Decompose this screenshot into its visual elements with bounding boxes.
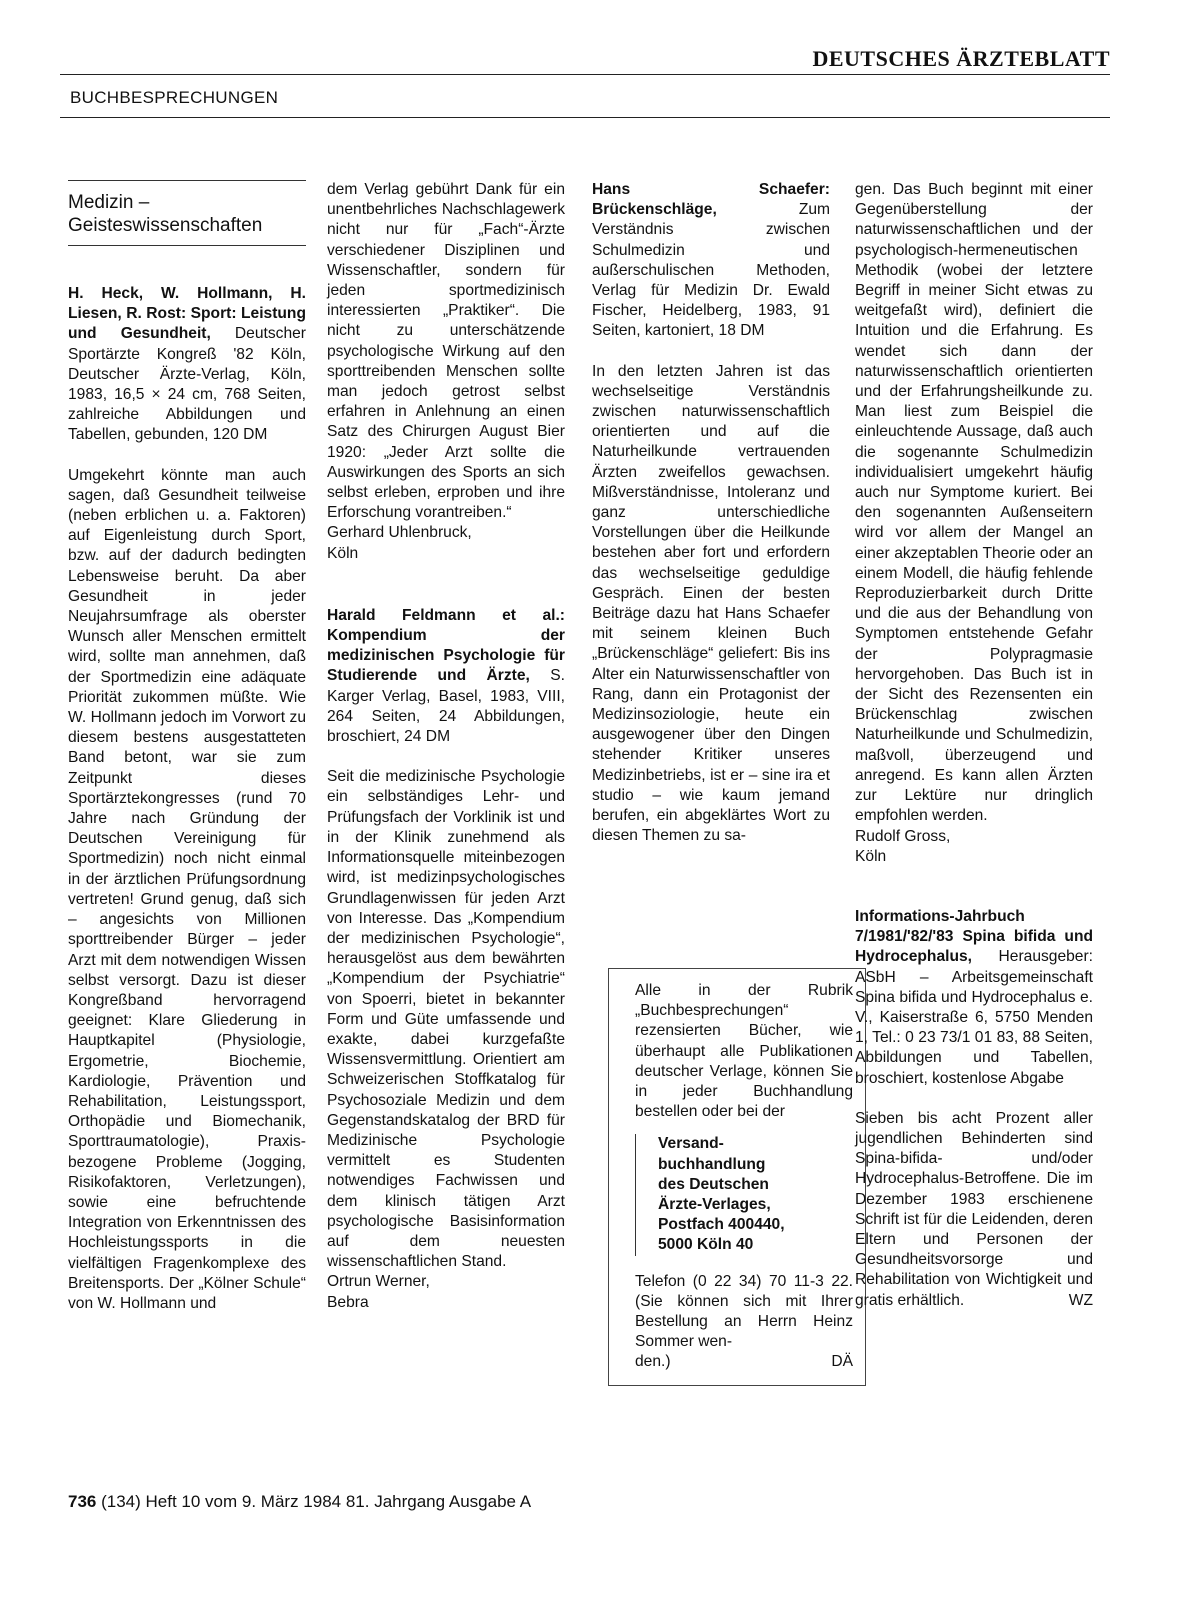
- category-box: [68, 180, 306, 246]
- column-3: [592, 180, 830, 847]
- notice-signature: DÄ: [831, 1353, 853, 1371]
- category-line-2: Geisteswissenschaften: [68, 215, 263, 236]
- column-2: [327, 180, 565, 1313]
- address-line-3: des Deutschen: [658, 1175, 769, 1193]
- review-4-details: Herausgeber: ASbH – Arbeitsgemeinschaft Spina bifida und Hydrocephalus e. V., Kaiserstraße 6, 5750 Menden 1, Tel.: 0 23 73/1 01 83, 88 Seiten, Abbildungen und Tabellen, broschiert, kostenlose Abgabe: [855, 948, 1093, 1087]
- issue-info: (134) Heft 10 vom 9. März 1984 81. Jahrgang Ausgabe A: [101, 1492, 532, 1511]
- review-3-body-part2: gen. Das Buch beginnt mit einer Gegenüberstellung der naturwissenschaftlichen und der psychologisch-hermeneutischen Methodik (wobei der letztere Begriff in meiner Sicht etwas zu weitgefaßt wird), definiert die Intuition und die Erfahrung. Es wendet sich dann der naturwissenschaftlich orientierten und der Erfahrungsheilkunde zu. Man liest zum Beispiel die einleuchtende Aussage, daß auch die sogenannte Schulmedizin individualisiert umgekehrt häufig auch nur Symptome kuriert. Bei den sogenannten Außenseitern wird vor allem der Mangel an einer akzeptablen Theorie oder an einem Modell, die häufig fehlende Reproduzierbarkeit durch Dritte und die aus der Behandlung von Symptomen entstehende Gefahr der Polypragmasie hervorgehoben. Das Buch ist in der Sicht des Rezensenten ein Brückenschlag zwischen Naturheilkunde und Schulmedizin, maßvoll, überzeugend und anregend. Es kann allen Ärzten zur Lektüre nur dringlich empfohlen werden.: [855, 181, 1093, 825]
- review-1-author: Gerhard Uhlenbruck,: [327, 524, 472, 542]
- masthead: DEUTSCHES ÄRZTEBLATT: [812, 46, 1110, 71]
- review-4-heading: [855, 907, 1093, 1089]
- review-3-details: Zum Verständnis zwischen Schulmedizin und außerschulischen Methoden, Verlag für Medizin Dr. Ewald Fischer, Heidelberg, 1983, 91 Seiten, kartoniert, 18 DM: [592, 201, 830, 340]
- header-rule: [60, 74, 1110, 75]
- section-rule: [60, 117, 1110, 118]
- notice-last-text: den.): [635, 1353, 671, 1371]
- review-3-heading: [592, 180, 830, 342]
- review-1-city: Köln: [327, 544, 359, 562]
- address-line-6: 5000 Köln 40: [658, 1236, 754, 1254]
- ordering-notice-box: [608, 968, 866, 1386]
- review-1-body-part1: Umgekehrt könnte man auch sagen, daß Gesundheit teilweise (neben erblichen u. a. Faktoren) auf Eigenleistung durch Sport, bzw. auf der dadurch bedingten Lebensweise beruht. Da aber Gesundheit in jeder Neujahrsumfrage als oberster Wunsch aller Menschen ermittelt wird, sollte man annehmen, daß der Sportmedizin eine adäquate Priorität zukommen müßte. Wie W. Hollmann jedoch im Vorwort zu diesem bestens ausgestatteten Band betont, war sie zum Zeitpunkt dieses Sportärztekongresses (rund 70 Jahre nach Gründung der Deutschen Vereinigung für Sportmedizin) noch nicht einmal in der ärztlichen Prüfungsordnung vertreten! Grund genug, daß sich – angesichts von Millionen sporttreibender Bürger – jeder Arzt mit dem notwendigen Wissen selbst versorgt. Dazu ist dieser Kongreßband hervorragend geeignet: Klare Gliederung in Hauptkapitel (Physiologie, Ergometrie, Biochemie, Kardiologie, Prävention und Rehabilitation, Leistungssport, Orthopädie und Biomechanik, Sporttraumatologie), Praxis-bezogene Probleme (Jogging, Risikofaktoren, Verletzungen), sowie eine befruchtende Integration von Erkenntnissen des Hochleistungssports in die vielfältigen Fragenkomplexe des Breitensports. Der „Kölner Schule“ von W. Hollmann und: [68, 466, 306, 1312]
- address-line-1: Versand-: [658, 1135, 724, 1153]
- review-4-body: [855, 1109, 1093, 1311]
- review-4-title: Informations-Jahrbuch 7/1981/'82/'83 Spina bifida und Hydrocephalus,: [855, 907, 1093, 966]
- review-1-title: H. Heck, W. Hollmann, H. Liesen, R. Rost: Sport: Leistung und Gesundheit,: [68, 285, 306, 343]
- page-number: 736: [68, 1492, 97, 1511]
- column-4: [855, 180, 1093, 1311]
- page-footer: [68, 1492, 531, 1512]
- notice-phone: Telefon (0 22 34) 70 11-3 22. (Sie können sich mit Ihrer Bestellung an Herrn Heinz Sommer wen-: [635, 1272, 853, 1351]
- review-2-body: Seit die medizinische Psychologie ein selbständiges Lehr- und Prüfungsfach der Vorklinik ist und in der Klinik zunehmend als Informationsquelle miteinbezogen wird, ist medizinpsychologisches Grundlagenwissen für jeden Arzt von Interesse. Das „Kompendium der medizinischen Psychologie“, herausgelöst aus dem bewährten „Kompendium der Psychiatrie“ von Spoerri, bietet in bekannter Form und Güte umfassende und exakte, dabei kurzgefaßte Wissensvermittlung. Orientiert am Schweizerischen Stoffkatalog für Psychosoziale Medizin und dem Gegenstandskatalog der BRD für Medizinische Psychologie vermittelt es Studenten notwendiges Fachwissen und dem klinisch tätigen Arzt psychologische Basisinformation auf dem neuesten wissenschaftlichen Stand.: [327, 768, 565, 1271]
- address-line-4: Ärzte-Verlages,: [658, 1196, 771, 1214]
- review-2-title: Harald Feldmann et al.: Kompendium der medizinischen Psychologie für Studierende und Ärzte,: [327, 606, 565, 685]
- review-2-heading: [327, 606, 565, 747]
- column-1: [68, 180, 306, 1314]
- review-2-author: Ortrun Werner,: [327, 1273, 430, 1291]
- address-line-5: Postfach 400440,: [658, 1216, 785, 1234]
- review-4-signature: WZ: [1068, 1291, 1093, 1309]
- address-line-2: buchhandlung: [658, 1155, 766, 1173]
- category-line-1: Medizin –: [68, 192, 150, 213]
- notice-last-line: [635, 1352, 853, 1372]
- review-3-body-part1: In den letzten Jahren ist das wechselseitige Verständnis zwischen naturwissenschaftlich orientierten und auf die Naturheilkunde vertrauenden Ärzten zweifellos gewachsen. Mißverständnisse, Intoleranz und ganz unterschiedliche Vorstellungen über die Heilkunde bestehen aber fort und erfordern das wechselseitige geduldige Gespräch. Einen der besten Beiträge dazu hat Hans Schaefer mit seinem kleinen Buch „Brückenschläge“ geliefert: Bis ins Alter ein Naturwissenschaftler von Rang, dann ein Protagonist der Medizinsoziologie, heute ein ausgewogener über den Dingen stehender Kritiker unseres Medizinbetriebs, ist er – sine ira et studio – wie kaum jemand berufen, ein abgeklärtes Wort zu diesen Themen zu sa-: [592, 362, 830, 845]
- review-2-details: S. Karger Verlag, Basel, 1983, VIII, 264 Seiten, 24 Abbildungen, broschiert, 24 DM: [327, 667, 565, 746]
- notice-address: [635, 1134, 853, 1255]
- review-1-body-part2: dem Verlag gebührt Dank für ein unentbehrliches Nachschlagewerk nicht nur für „Fach“-Ärzte verschiedener Disziplinen und Wissenschaftler, sondern für jeden sportmedizinisch interessierten „Praktiker“. Die nicht zu unterschätzende psychologische Wirkung auf den sporttreibenden Menschen sollte man jedoch getrost selbst erfahren in Anlehnung an einen Satz des Chirurgen August Bier 1920: „Jeder Arzt sollte die Auswirkungen des Sports an sich selbst erleben, erproben und ihre Erforschung vorantreiben.“: [327, 181, 565, 522]
- review-3-city: Köln: [855, 847, 887, 865]
- review-3-title: Hans Schaefer: Brückenschläge,: [592, 181, 830, 219]
- review-2-city: Bebra: [327, 1293, 369, 1311]
- review-3-author: Rudolf Gross,: [855, 827, 951, 845]
- section-title: BUCHBESPRECHUNGEN: [70, 88, 279, 107]
- notice-text: Alle in der Rubrik „Buchbesprechungen“ rezensierten Bücher, wie überhaupt alle Publikationen deutscher Verlage, können Sie in jeder Buchhandlung bestellen oder bei der: [635, 982, 853, 1121]
- review-1-details: Deutscher Sportärzte Kongreß '82 Köln, Deutscher Ärzte-Verlag, Köln, 1983, 16,5 × 24 cm, 768 Seiten, zahlreiche Abbildungen und Tabellen, gebunden, 120 DM: [68, 325, 306, 444]
- review-1-heading: [68, 284, 306, 446]
- review-4-body-text: Sieben bis acht Prozent aller jugendlichen Behinderten sind Spina-bifida- und/oder Hydrocephalus-Betroffene. Die im Dezember 1983 erschienene Schrift ist für die Leidenden, deren Eltern und Personen der Gesundheitsvorsorge und Rehabilitation von Wichtigkeit und gratis erhältlich.: [855, 1109, 1093, 1309]
